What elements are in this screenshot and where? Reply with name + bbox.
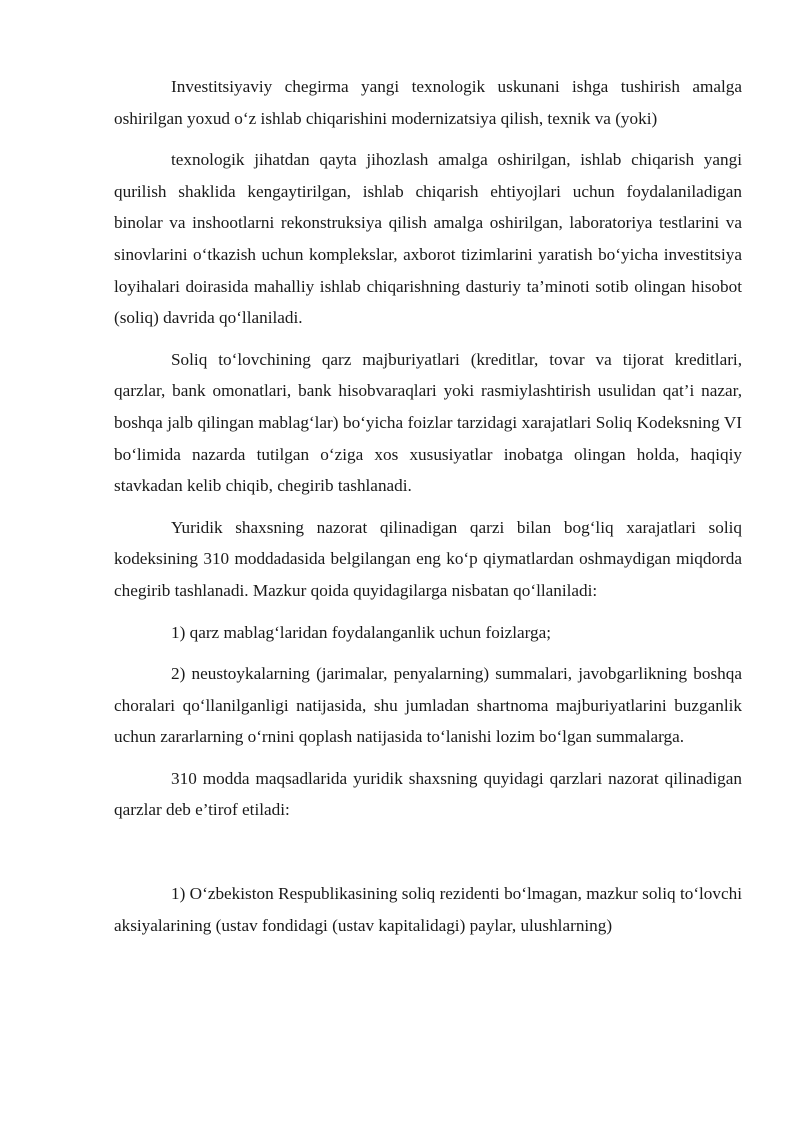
document-body <box>114 71 742 941</box>
list-item-interest: 1) qarz mablag‘laridan foydalanganlik uchun foizlarga; <box>171 622 552 642</box>
paragraph-technological-reequipment: texnologik jihatdan qayta jihozlash amalga oshirilgan, ishlab chiqarish yangi qurilish shaklida kengaytirilgan, ishlab chiqarish ehtiyojlari uchun foydalaniladigan binolar va inshootlarni rekonstruksiya qilish amalga oshirilgan, laboratoriya testlarini va sinovlarini o‘tkazish uchun komplekslar, axborot tizimlarini yaratish bo‘yicha investitsiya loyihalari doirasida mahalliy ishlab chiqarishning dasturiy ta’minoti sotib olingan hisobot (soliq) davrida qo‘llaniladi. <box>114 150 742 328</box>
paragraph-investment-deduction: Investitsiyaviy chegirma yangi texnologik uskunani ishga tushirish amalga oshirilgan yoxud o‘z ishlab chiqarishini modernizatsiya qilish, texnik va (yoki) <box>114 77 742 128</box>
paragraph-debt-obligations: Soliq to‘lovchining qarz majburiyatlari (kreditlar, tovar va tijorat kreditlari, qarzlar, bank omonatlari, bank hisobvaraqlari yoki rasmiylashtirish usulidan qat’i nazar, boshqa jalb qilingan mablag‘lar) bo‘yicha foizlar tarzidagi xarajatlari Soliq Kodeksning VI bo‘limida nazarda tutilgan o‘ziga xos xususiyatlar inobatga olingan holda, haqiqiy stavkadan kelib chiqib, chegirib tashlanadi. <box>114 349 742 496</box>
paragraph-controlled-debt: Yuridik shaxsning nazorat qilinadigan qarzi bilan bog‘liq xarajatlari soliq kodeksining 310 moddadasida belgilangan eng ko‘p qiymatlardan oshmaydigan miqdorda chegirib tashlanadi. Mazkur qoida quyidagilarga nisbatan qo‘llaniladi: <box>114 517 742 600</box>
list-item-penalties: 2) neustoykalarning (jarimalar, penyalarning) summalari, javobgarlikning boshqa choralari qo‘llanilganligi natijasida, shu jumladan shartnoma majburiyatlarini buzganlik uchun zararlarning o‘rnini qoplash natijasida to‘lanishi lozim bo‘lgan summalarga. <box>114 664 742 747</box>
paragraph-article-310: 310 modda maqsadlarida yuridik shaxsning quyidagi qarzlari nazorat qilinadigan qarzlar deb e’tirof etiladi: <box>114 768 742 820</box>
list-item-non-resident: 1) O‘zbekiston Respublikasining soliq rezidenti bo‘lmagan, mazkur soliq to‘lovchi aksiyalarining (ustav fondidagi (ustav kapitalidagi) paylar, ulushlarning) <box>114 884 742 935</box>
